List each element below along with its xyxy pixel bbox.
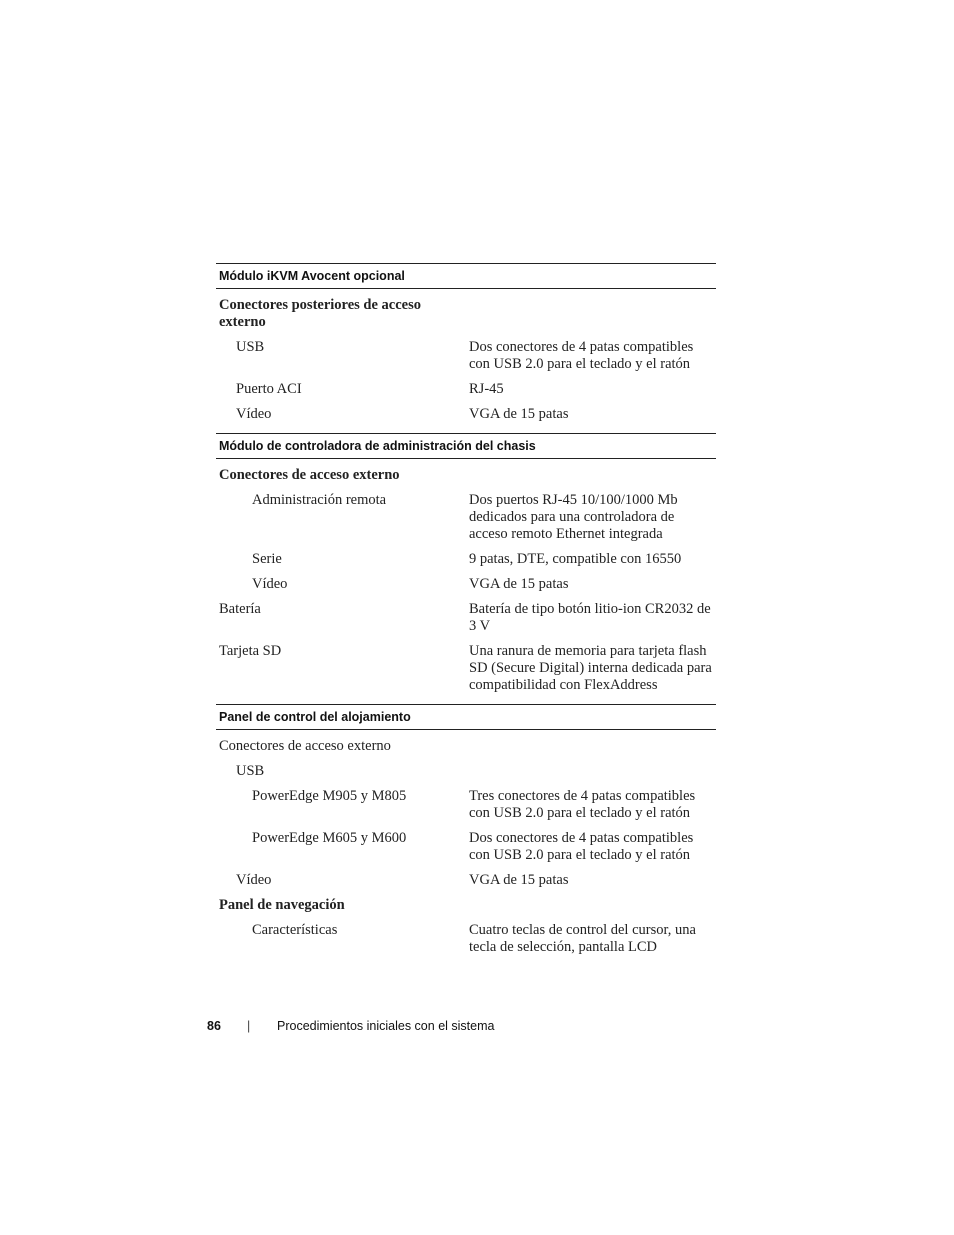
- spec-label: USB: [236, 339, 265, 355]
- spec-row: [216, 381, 716, 398]
- spec-row: [216, 467, 716, 484]
- spec-value: [469, 763, 716, 780]
- spec-label: Panel de navegación: [219, 897, 345, 913]
- spec-value: Dos conectores de 4 patas compatibles con USB 2.0 para el teclado y el ratón: [469, 830, 694, 863]
- spec-value: Una ranura de memoria para tarjeta flash SD (Secure Digital) interna dedicada para compatibilidad con FlexAddress: [469, 643, 712, 693]
- spec-section: [216, 263, 716, 423]
- spec-label: Conectores de acceso externo: [219, 467, 400, 483]
- spec-row: [216, 406, 716, 423]
- spec-value: Tres conectores de 4 patas compatibles con USB 2.0 para el teclado y el ratón: [469, 788, 696, 821]
- spec-value: [469, 467, 716, 484]
- spec-value: 9 patas, DTE, compatible con 16550: [469, 551, 682, 567]
- spec-value: [469, 738, 716, 755]
- spec-label: Batería: [219, 601, 261, 617]
- spec-row: [216, 872, 716, 889]
- spec-label: Conectores de acceso externo: [219, 738, 391, 754]
- spec-row: [216, 763, 716, 780]
- spec-label: Tarjeta SD: [219, 643, 282, 659]
- section-header: Módulo de controladora de administración del chasis: [216, 433, 716, 459]
- spec-row: [216, 643, 716, 694]
- section-header: Panel de control del alojamiento: [216, 704, 716, 730]
- spec-row: [216, 339, 716, 373]
- spec-value: [469, 297, 716, 331]
- spec-value: VGA de 15 patas: [469, 576, 569, 592]
- spec-section: [216, 704, 716, 956]
- spec-value: VGA de 15 patas: [469, 872, 569, 888]
- spec-value: Cuatro teclas de control del cursor, una tecla de selección, pantalla LCD: [469, 922, 696, 955]
- spec-row: [216, 576, 716, 593]
- spec-section: [216, 433, 716, 694]
- spec-row: [216, 830, 716, 864]
- spec-label: PowerEdge M605 y M600: [252, 830, 407, 846]
- spec-row: [216, 738, 716, 755]
- spec-label: Vídeo: [252, 576, 288, 592]
- spec-value: RJ-45: [469, 381, 504, 397]
- spec-label: Características: [252, 922, 338, 938]
- spec-row: [216, 297, 716, 331]
- spec-label: PowerEdge M905 y M805: [252, 788, 407, 804]
- page-number: 86: [207, 1019, 221, 1033]
- spec-value: Dos puertos RJ-45 10/100/1000 Mb dedicados para una controladora de acceso remoto Ethernet integrada: [469, 492, 678, 542]
- spec-value: Dos conectores de 4 patas compatibles con USB 2.0 para el teclado y el ratón: [469, 339, 694, 372]
- spec-row: [216, 897, 716, 914]
- chapter-title: Procedimientos iniciales con el sistema: [277, 1019, 495, 1033]
- spec-row: [216, 551, 716, 568]
- spec-label: Vídeo: [236, 406, 272, 422]
- spec-row: [216, 601, 716, 635]
- spec-row: [216, 922, 716, 956]
- footer-separator: |: [247, 1019, 251, 1033]
- spec-label: Conectores posteriores de acceso externo: [219, 297, 422, 330]
- spec-row: [216, 788, 716, 822]
- spec-label: Serie: [252, 551, 282, 567]
- spec-value: Batería de tipo botón litio-ion CR2032 de 3 V: [469, 601, 711, 634]
- spec-value: VGA de 15 patas: [469, 406, 569, 422]
- spec-label: USB: [236, 763, 265, 779]
- page-footer: [207, 1019, 494, 1033]
- spec-value: [469, 897, 716, 914]
- section-header: Módulo iKVM Avocent opcional: [216, 263, 716, 289]
- spec-label: Puerto ACI: [236, 381, 302, 397]
- spec-label: Administración remota: [252, 492, 387, 508]
- spec-table: [216, 263, 716, 966]
- spec-label: Vídeo: [236, 872, 272, 888]
- spec-row: [216, 492, 716, 543]
